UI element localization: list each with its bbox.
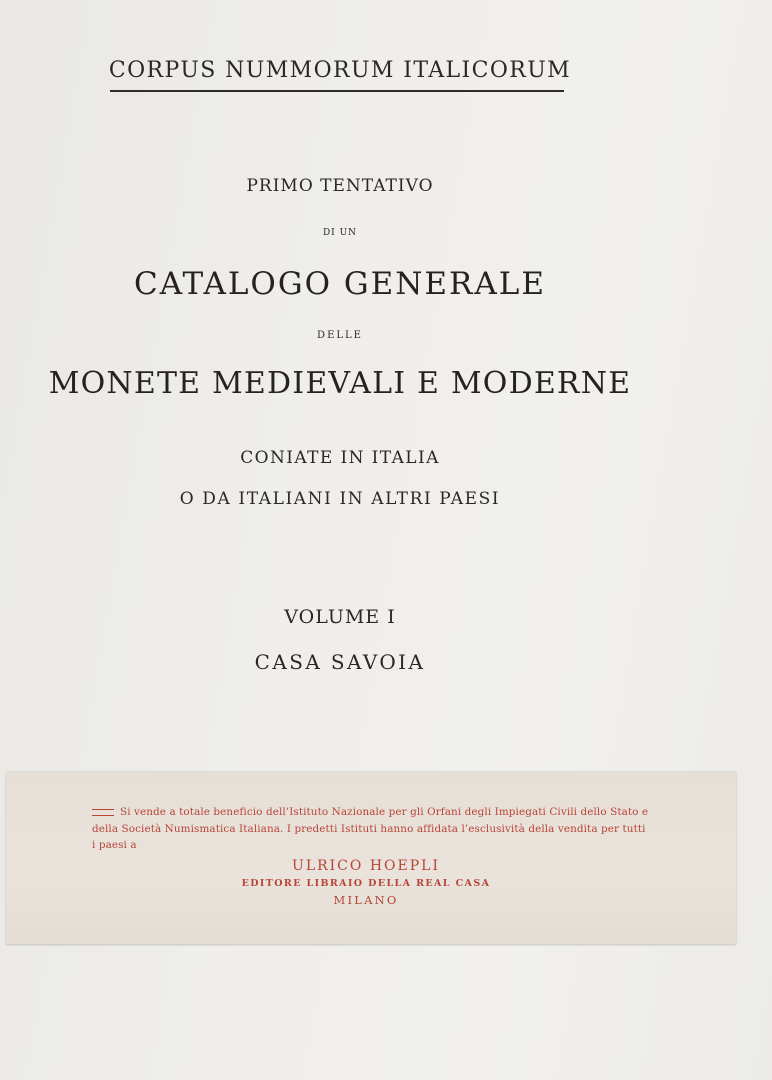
sale-notice	[92, 804, 652, 854]
publisher-slip	[6, 772, 736, 944]
italiani-line: O DA ITALIANI IN ALTRI PAESI	[179, 489, 501, 509]
series-title: CORPUS NUMMORUM ITALICORUM	[108, 58, 572, 83]
main-title: MONETE MEDIEVALI E MODERNE	[48, 366, 632, 401]
publisher-name: ULRICO HOEPLI	[292, 858, 440, 874]
title-rule	[110, 90, 564, 92]
di-un: DI UN	[322, 228, 358, 238]
catalogo-generale: CATALOGO GENERALE	[134, 266, 546, 302]
coniate-line: CONIATE IN ITALIA	[240, 448, 440, 468]
sale-notice-text: Si vende a totale beneficio dell’Istituto Nazionale per gli Orfani degli Impiegati Civili dello Stato e della Società Numismatica Italiana. I predetti Istituti hanno affidata l’esclusività della vendita per tutti i paesi a	[92, 806, 649, 851]
publisher-subtitle: EDITORE LIBRAIO DELLA REAL CASA	[241, 878, 491, 889]
volume-label: VOLUME I	[284, 606, 396, 628]
publisher-city: MILANO	[333, 893, 399, 907]
double-dash-icon	[92, 809, 114, 816]
primo-tentativo: PRIMO TENTATIVO	[246, 176, 434, 196]
delle: DELLE	[317, 330, 363, 341]
volume-title: CASA SAVOIA	[254, 650, 426, 674]
